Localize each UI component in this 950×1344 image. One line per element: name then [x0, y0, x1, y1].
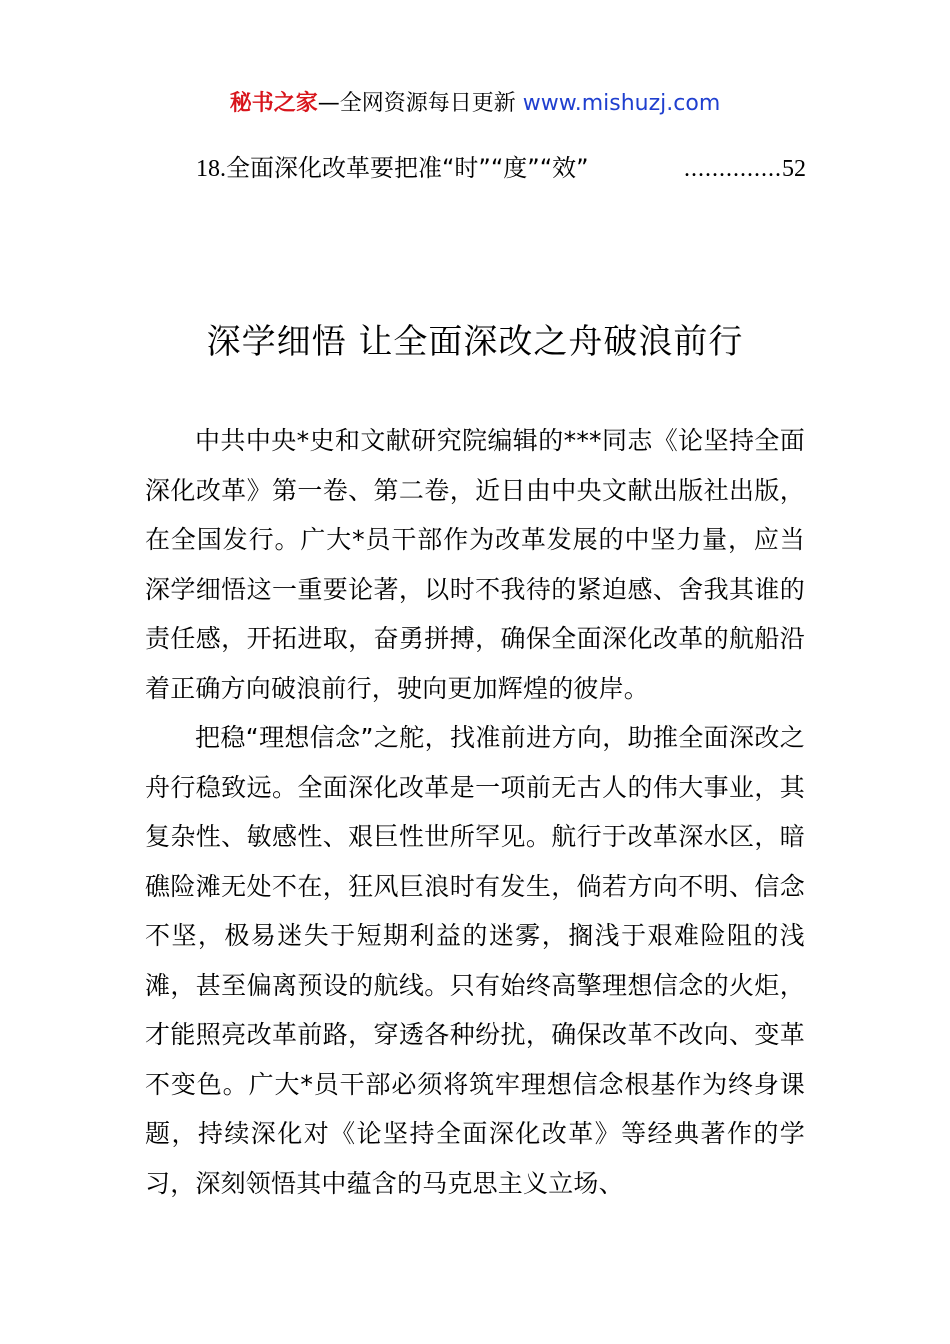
article-paragraph: 中共中央*史和文献研究院编辑的***同志《论坚持全面深化改革》第一卷、第二卷，近日由中央文献出版社出版，在全国发行。广大*员干部作为改革发展的中坚力量，应当深学细悟这一重要论著，以时不我待的紧迫感、舍我其谁的责任感，开拓进取，奋勇拼搏，确保全面深化改革的航船沿着正确方向破浪前行，驶向更加辉煌的彼岸。	[145, 426, 805, 703]
site-url-link[interactable]: www.mishuzj.com	[522, 91, 721, 116]
toc-entry-page-number: 52	[782, 156, 806, 182]
toc-entry-title: 全面深化改革要把准“时”“度”“效”	[226, 154, 589, 182]
toc-entry-number: 18.	[196, 156, 226, 182]
site-brand: 秘书之家	[229, 91, 318, 116]
site-header	[0, 88, 950, 120]
site-tagline: —全网资源每日更新	[317, 91, 523, 116]
toc-entry-leader-dots: ..............	[684, 156, 782, 182]
toc-entry[interactable]	[196, 151, 806, 186]
article-body	[145, 416, 805, 1208]
article-paragraph: 把稳“理想信念”之舵，找准前进方向，助推全面深改之舟行稳致远。全面深化改革是一项前无古人的伟大事业，其复杂性、敏感性、艰巨性世所罕见。航行于改革深水区，暗礁险滩无处不在，狂风巨浪时有发生，倘若方向不明、信念不坚，极易迷失于短期利益的迷雾，搁浅于艰难险阻的浅滩，甚至偏离预设的航线。只有始终高擎理想信念的火炬，才能照亮改革前路，穿透各种纷扰，确保改革不改向、变革不变色。广大*员干部必须将筑牢理想信念根基作为终身课题，持续深化对《论坚持全面深化改革》等经典著作的学习，深刻领悟其中蕴含的马克思主义立场、	[145, 723, 805, 1198]
article-title: 深学细悟 让全面深改之舟破浪前行	[206, 322, 744, 362]
